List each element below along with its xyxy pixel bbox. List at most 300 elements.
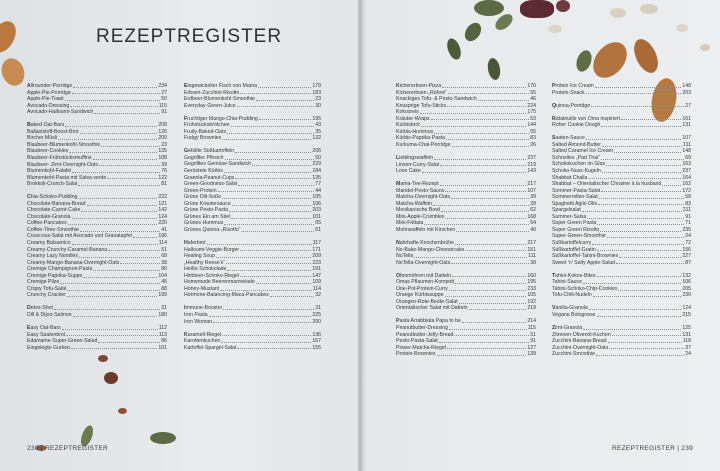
recipe-name: Chocolate-Banana-Bread: [27, 200, 86, 207]
seed-decoration: [150, 432, 176, 444]
page-number: 31: [315, 305, 321, 312]
dot-leader: [72, 90, 160, 95]
page-number: 69: [685, 154, 691, 161]
index-entry: [396, 227, 536, 234]
dot-leader: [441, 207, 529, 212]
letter-group: [184, 83, 321, 109]
recipe-name: Granola-Peanut-Cups: [184, 174, 235, 181]
page-number: 143: [527, 168, 536, 175]
page-number: 124: [158, 213, 167, 220]
pumpkin-seed-decoration: [574, 48, 595, 73]
oat-decoration: [548, 25, 562, 33]
dot-leader: [94, 109, 160, 114]
page-number: 113: [158, 331, 167, 338]
letter-group: [27, 194, 167, 299]
recipe-name: Süßkartoffel-Tahini-Brownies: [552, 253, 619, 260]
oat-decoration: [700, 44, 710, 51]
dot-leader: [99, 162, 160, 167]
dot-leader: [72, 168, 160, 173]
recipe-name: Shabbat Challa: [552, 174, 588, 181]
recipe-name: Zitronen-Olivenöl-Kuchen: [552, 331, 611, 338]
recipe-name: Chocolate-Granola: [27, 213, 71, 220]
recipe-name: Lieblingswaffeln: [396, 154, 434, 161]
recipe-name: Mama-Tee-Rezept: [396, 181, 439, 188]
recipe-name: Zucchini-Smoothie: [552, 351, 595, 358]
page-number: 183: [312, 89, 321, 96]
recipe-name: Matcha-Overnight-Oats: [396, 194, 450, 201]
page-number: 214: [527, 318, 536, 325]
page-number: 39: [161, 161, 167, 168]
page-number: 192: [527, 298, 536, 305]
recipe-name: Fruity-Baked-Oats: [184, 128, 227, 135]
dot-leader: [120, 260, 160, 265]
recipe-name: Vegane Bolognese: [552, 311, 596, 318]
recipe-name: Schnelles „Pad Thai“: [552, 154, 601, 161]
page-number: 109: [312, 279, 321, 286]
recipe-name: Baked Oat-Bars: [27, 122, 65, 129]
dot-leader: [93, 155, 158, 160]
recipe-name: Sommer-Pasta-Salat: [552, 187, 601, 194]
right-page-number: 239: [681, 445, 694, 452]
recipe-name: Creamy Lazy Noodles: [27, 253, 79, 260]
dot-leader: [459, 299, 527, 304]
recipe-name: Crispy Tofu-Salat: [27, 285, 67, 292]
recipe-name: Mandel-Pesto-Sauce: [396, 187, 445, 194]
recipe-name: Grüne Kräutersauce: [184, 200, 231, 207]
index-entry: [184, 135, 321, 142]
recipe-name: Power-Matcha-Riegel: [396, 344, 446, 351]
page-number: 127: [527, 344, 536, 351]
recipe-name: Blumenkohl-Pasta mit Salsa verde: [27, 174, 107, 181]
page-number: 151: [527, 246, 536, 253]
index-entry: [552, 260, 691, 267]
page-number: 200: [158, 135, 167, 142]
page-number: 175: [527, 109, 536, 116]
recipe-name: Halloumi-Veggie-Burger: [184, 246, 240, 253]
letter-group: [552, 305, 691, 318]
recipe-name: Gegrillter Pfirsich: [184, 154, 224, 161]
dot-leader: [209, 312, 312, 317]
recipe-name: Edamame-Super-Green-Salad: [27, 338, 98, 345]
recipe-name: Mini-Frittata: [396, 220, 424, 227]
dot-leader: [68, 220, 158, 225]
dot-leader: [433, 201, 529, 206]
recipe-name: Schoko-Nuss-Kugeln: [552, 167, 601, 174]
recipe-name: Chocolate-Carrot-Cake: [27, 207, 81, 214]
recipe-name: Hormone-Balancing-Maca-Pancakes: [184, 292, 269, 299]
dot-leader: [600, 227, 681, 232]
dot-leader: [218, 188, 315, 193]
recipe-name: Omas Pflaumen-Kompott: [396, 279, 455, 286]
recipe-name: Kürbisbrot: [396, 122, 420, 129]
dot-leader: [449, 325, 527, 330]
index-entry: [184, 319, 321, 326]
letter-group: [396, 83, 536, 148]
dot-leader: [607, 233, 685, 238]
recipe-name: Salted Almond-Butter: [552, 141, 602, 148]
recipe-name: Gefüllte Süßkartoffeln: [184, 148, 235, 155]
page-number: 121: [158, 200, 167, 207]
dot-leader: [445, 188, 526, 193]
page-number: 24: [685, 233, 691, 240]
page-number: 83: [685, 200, 691, 207]
dot-leader: [583, 279, 681, 284]
index-entry: [27, 345, 167, 352]
dot-leader: [662, 181, 681, 186]
recipe-name: Blaubeer- Zimt-Overnight-Oats: [27, 161, 98, 168]
page-number: 179: [312, 83, 321, 89]
page-title: REZEPTREGISTER: [96, 26, 283, 47]
page-number: 51: [161, 246, 167, 253]
letter-group: [184, 305, 321, 325]
letter-group: [27, 83, 167, 116]
recipe-name: One-Pot-Protein-Curry: [396, 285, 448, 292]
page-number: 51: [530, 331, 536, 338]
recipe-name: Creamy Balsamico: [27, 240, 71, 247]
page-number: 44: [315, 187, 321, 194]
dot-leader: [601, 155, 684, 160]
oat-decoration: [640, 4, 658, 14]
dot-leader: [54, 305, 160, 310]
left-running-title: REZEPTREGISTER: [44, 445, 109, 452]
page-number: 39: [530, 194, 536, 201]
letter-group: [552, 103, 691, 110]
page-number: 45: [161, 279, 167, 286]
recipe-name: Creamy-Mango-Banana-Overnight-Oats: [27, 259, 120, 266]
recipe-name: Peanutbutter-Jelly-Bread: [396, 331, 454, 338]
page-number: 38: [161, 259, 167, 266]
dot-leader: [67, 286, 160, 291]
recipe-name: Immune-Booster: [184, 305, 223, 312]
recipe-name: Blumenkohl-Falafel: [27, 168, 72, 175]
page-number: 35: [315, 128, 321, 135]
dot-leader: [452, 142, 530, 147]
index-entry: [184, 227, 321, 234]
dot-leader: [451, 194, 529, 199]
dot-leader: [69, 148, 157, 153]
page-number: 105: [312, 194, 321, 201]
page-number: 88: [161, 285, 167, 292]
page-number: 106: [312, 200, 321, 207]
page-number: 111: [683, 141, 691, 148]
page-number: 122: [158, 174, 167, 181]
page-number: 131: [682, 122, 691, 129]
dot-leader: [87, 201, 158, 206]
dot-leader: [71, 345, 157, 350]
page-number: 81: [161, 181, 167, 188]
dot-leader: [478, 96, 530, 101]
recipe-name: Erdbeer-Blumenkohl-Smoothie: [184, 96, 255, 103]
dot-leader: [80, 129, 158, 134]
dot-leader: [442, 83, 526, 88]
dot-leader: [608, 338, 682, 343]
dot-leader: [98, 338, 160, 343]
dot-leader: [424, 220, 529, 225]
recipe-name: Super-Green-Smoothie: [552, 233, 606, 240]
page-number: 139: [527, 351, 536, 358]
recipe-name: Protein-Snack: [552, 89, 585, 96]
page-number: 229: [312, 161, 321, 168]
letter-group: [184, 240, 321, 299]
dot-leader: [614, 148, 681, 153]
index-entry: [396, 305, 536, 312]
recipe-name: Cremige Champignon-Pasta: [27, 266, 93, 273]
recipe-name: Kartoffel-Spargel-Salat: [184, 344, 237, 351]
dot-leader: [420, 109, 527, 114]
dot-leader: [601, 122, 681, 127]
recipe-name: Eingewickelter Fisch von Mama: [184, 83, 257, 89]
recipe-name: Knackiges Tofu- & Pesto-Sandwich: [396, 96, 477, 103]
page-number: 38: [530, 259, 536, 266]
page-number: 72: [685, 239, 691, 246]
page-number: 55: [530, 89, 536, 96]
dot-leader: [447, 345, 526, 350]
page-number: 111: [528, 253, 536, 260]
dot-leader: [593, 292, 682, 297]
dot-leader: [222, 135, 311, 140]
dot-leader: [612, 332, 682, 337]
recipe-name: Honey-Mustard: [184, 285, 220, 292]
dot-leader: [462, 318, 526, 323]
dot-leader: [586, 135, 681, 140]
dot-leader: [270, 292, 314, 297]
recipe-name: Creamy-Crunchy-Caramel-Banana: [27, 246, 108, 253]
dot-leader: [602, 168, 682, 173]
recipe-name: Shabbat – Orientalischer Chraime à la husband: [552, 181, 662, 188]
recipe-name: Easy Saatenbrot: [27, 331, 66, 338]
page-number: 206: [312, 148, 321, 155]
page-number: 155: [312, 344, 321, 351]
page-number: 227: [682, 253, 691, 260]
dot-leader: [62, 325, 158, 330]
recipe-name: Tahini-Kokos-Bites: [552, 272, 596, 279]
dot-leader: [618, 286, 681, 291]
page-number: 195: [312, 115, 321, 122]
recipe-name: Tofu-Chili-Nudeln: [552, 292, 592, 299]
dot-leader: [240, 247, 311, 252]
dot-leader: [232, 201, 312, 206]
oat-decoration: [610, 8, 626, 18]
dot-leader: [447, 103, 526, 108]
dot-leader: [588, 175, 681, 180]
dot-leader: [597, 312, 682, 317]
recipe-name: Zimt-Granola: [552, 324, 583, 331]
dot-leader: [58, 135, 157, 140]
recipe-name: Avocado-Halloumi-Sandwich: [27, 109, 94, 116]
page-number: 32: [315, 292, 321, 299]
dot-leader: [72, 240, 158, 245]
page-number: 223: [312, 259, 321, 266]
recipe-name: Kurkuma-Chai-Porridge: [396, 141, 451, 148]
page-number: 215: [682, 311, 691, 318]
recipe-name: Knusprige Tofu-Sticks: [396, 102, 447, 109]
page-number: 163: [682, 161, 691, 168]
page-number: 148: [682, 83, 691, 89]
index-entry: [552, 122, 691, 129]
recipe-name: Spargelsalat: [552, 207, 581, 214]
recipe-name: Cremige Pilze: [27, 279, 60, 286]
dot-leader: [73, 83, 157, 88]
dot-leader: [445, 292, 527, 297]
recipe-name: Green-Goodness-Salat: [184, 181, 238, 188]
dot-leader: [259, 116, 312, 121]
dot-leader: [93, 266, 160, 271]
recipe-name: Fruchtiger Mango-Chia-Pudding: [184, 115, 258, 122]
page-number: 101: [312, 213, 321, 220]
page-number: 131: [682, 331, 691, 338]
index-entry: [27, 312, 167, 319]
page-number: 219: [527, 161, 536, 168]
letter-group: [184, 332, 321, 352]
recipe-name: Spaghetti Aglio Olio: [552, 200, 598, 207]
dot-leader: [258, 83, 311, 88]
recipe-name: Apple-Pie-Toast: [27, 96, 64, 103]
page-number: 195: [527, 279, 536, 286]
page-number: 217: [527, 239, 536, 246]
page-number: 135: [312, 174, 321, 181]
dot-leader: [256, 279, 311, 284]
page-number: 104: [158, 272, 167, 279]
index-entry: [396, 351, 536, 358]
recipe-name: Avocado-Dressing: [27, 102, 70, 109]
letter-group: [552, 325, 691, 358]
recipe-name: Cremige Paprika-Suppe: [27, 272, 83, 279]
page-number: 191: [312, 266, 321, 273]
recipe-name: Süßkartoffel-Gratin: [552, 246, 596, 253]
page-number: 124: [682, 305, 691, 312]
dot-leader: [66, 332, 157, 337]
dot-leader: [455, 240, 526, 245]
page-number: 46: [530, 96, 536, 103]
recipe-name: Eingelegte Gurken: [27, 344, 70, 351]
dot-leader: [609, 345, 684, 350]
dot-leader: [455, 279, 526, 284]
dot-leader: [231, 122, 315, 127]
recipe-name: Zucchini-Overnight-Oats: [552, 344, 609, 351]
nut-decoration: [0, 55, 28, 89]
page-number: 171: [312, 246, 321, 253]
dot-leader: [216, 253, 311, 258]
oat-decoration: [676, 24, 688, 32]
recipe-name: „Healthy Reese's“: [184, 259, 226, 266]
dot-leader: [220, 286, 311, 291]
page-number: 230: [682, 292, 691, 299]
dot-leader: [469, 305, 527, 310]
recipe-name: Orange Kürbissuppe: [396, 292, 444, 299]
dot-leader: [65, 122, 157, 127]
dot-leader: [225, 155, 315, 160]
recipe-name: Grünes Quinoa-„Risotto“: [184, 226, 241, 233]
recipe-name: Orangen-Rote-Beete-Salat: [396, 298, 458, 305]
page-number: 27: [161, 89, 167, 96]
index-entry: [27, 292, 167, 299]
dot-leader: [101, 142, 160, 147]
dot-leader: [223, 305, 314, 310]
dot-leader: [80, 227, 160, 232]
recipe-name: Quinoa-Porridge: [552, 102, 591, 109]
recipe-name: Kichererbsen-Pizza: [396, 83, 442, 89]
page-number: 37: [685, 344, 691, 351]
recipe-name: Zucchini-Banana-Bread: [552, 338, 607, 345]
dot-leader: [72, 214, 158, 219]
dot-leader: [621, 116, 681, 121]
letter-group: [552, 116, 691, 129]
pumpkin-seed-decoration: [486, 57, 502, 81]
page-number: 28: [530, 200, 536, 207]
seed-decoration: [104, 372, 118, 384]
index-entry: [552, 90, 691, 97]
recipe-name: Mini-Apple-Crumbles: [396, 213, 445, 220]
page-number: 68: [161, 253, 167, 260]
page-number: 196: [158, 233, 167, 240]
dot-leader: [602, 142, 682, 147]
book-spine: [357, 0, 363, 471]
page-number: 176: [527, 83, 536, 89]
page-number: 184: [312, 168, 321, 175]
footer-right: [612, 445, 693, 452]
dot-leader: [599, 194, 684, 199]
page-number: 62: [530, 207, 536, 214]
dot-leader: [583, 325, 681, 330]
dot-leader: [421, 122, 527, 127]
dot-leader: [451, 260, 529, 265]
page-number: 23: [315, 96, 321, 103]
dot-leader: [231, 214, 311, 219]
recipe-name: Easy Oat-Bars: [27, 325, 61, 332]
page-number: 107: [682, 135, 691, 142]
letter-group: [27, 305, 167, 318]
dot-leader: [431, 116, 530, 121]
recipe-name: Karamell-Riegel: [184, 331, 222, 338]
recipe-name: NoTella: [396, 253, 414, 260]
recipe-name: Apple-Pie-Porridge: [27, 89, 71, 96]
page-number: 91: [161, 109, 167, 116]
recipe-name: Iron Woman: [184, 318, 213, 325]
page-number: 117: [312, 239, 321, 246]
page-number: 199: [158, 292, 167, 299]
page-number: 41: [161, 226, 167, 233]
page-number: 114: [158, 240, 167, 247]
page-number: 147: [312, 272, 321, 279]
page-number: 126: [158, 128, 167, 135]
recipe-name: Blaubeer-Blumenkohl-Smoothie: [27, 141, 101, 148]
dot-leader: [221, 338, 311, 343]
index-entry: [552, 312, 691, 319]
dot-leader: [437, 351, 527, 356]
dot-leader: [616, 260, 684, 265]
recipe-name: Protein Ice Cream: [552, 83, 594, 89]
letter-group: [27, 122, 167, 187]
index-entry: [184, 103, 321, 110]
page-number: 43: [315, 122, 321, 129]
letter-group: [396, 318, 536, 357]
dot-leader: [108, 247, 160, 252]
page-number: 115: [158, 102, 167, 109]
index-entry: [396, 168, 536, 175]
letter-group: [396, 273, 536, 312]
page-number: 219: [527, 305, 536, 312]
page-number: 30: [315, 102, 321, 109]
page-number: 80: [161, 266, 167, 273]
page-number: 76: [161, 168, 167, 175]
recipe-name: Super Green Risotto: [552, 226, 600, 233]
recipe-name: Roher Cookie Dough: [552, 122, 601, 129]
dot-leader: [240, 90, 311, 95]
page-number: 233: [527, 285, 536, 292]
page-number: 118: [682, 338, 691, 345]
dot-leader: [587, 214, 684, 219]
dot-leader: [65, 96, 161, 101]
